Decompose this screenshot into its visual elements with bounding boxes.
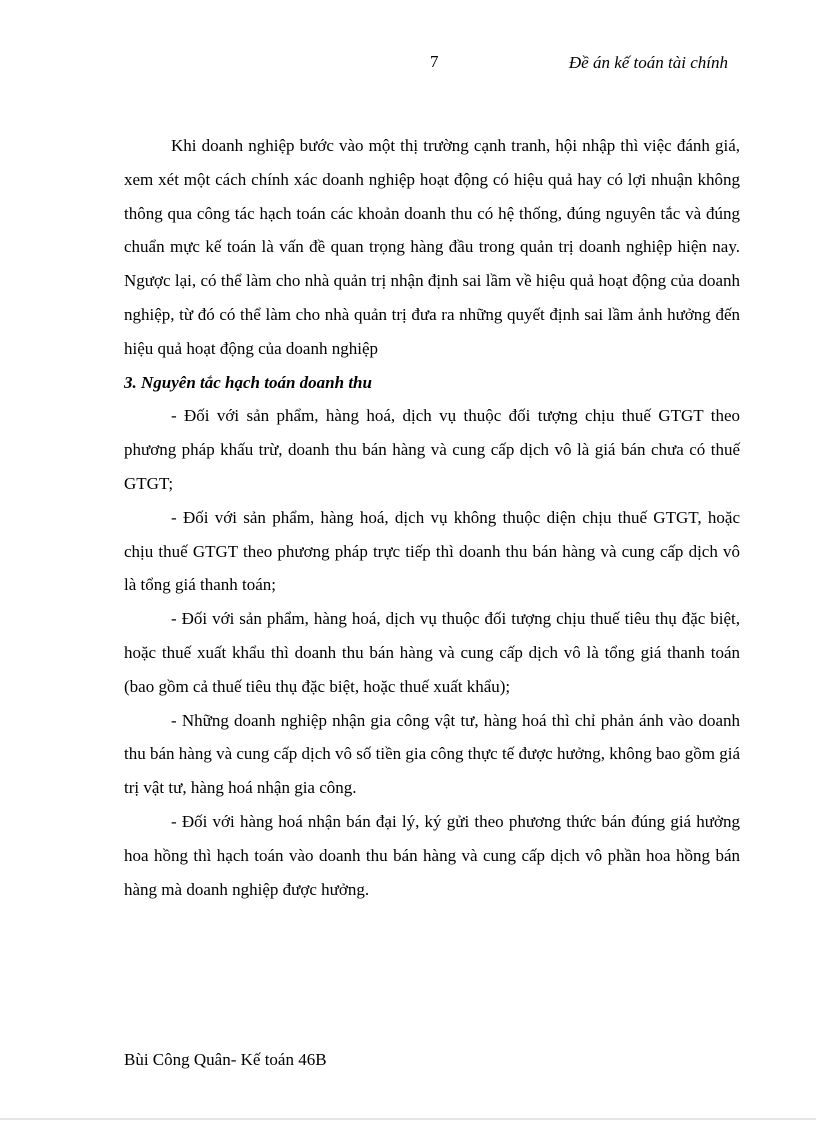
list-item: - Đối với sản phẩm, hàng hoá, dịch vụ thuộc đối tượng chịu thuế tiêu thụ đặc biệt, hoặc thuế xuất khẩu thì doanh thu bán hàng và cung cấp dịch vô là tổng giá thanh toán (bao gồm cả thuế tiêu thụ đặc biệt, hoặc thuế xuất khẩu);	[124, 609, 740, 696]
footer-author: Bùi Công Quân- Kế toán 46B	[124, 1050, 327, 1069]
header-title: Đề án kế toán tài chính	[568, 53, 728, 72]
page-bottom-divider	[0, 1118, 816, 1120]
page-number: 7	[430, 52, 439, 71]
intro-paragraph: Khi doanh nghiệp bước vào một thị trường cạnh tranh, hội nhập thì việc đánh giá, xem xét một cách chính xác doanh nghiệp hoạt động có hiệu quả hay có lợi nhuận không thông qua công tác hạch toán các khoản doanh thu có hệ thống, đúng nguyên tắc và đúng chuẩn mực kế toán là vấn đề quan trọng hàng đầu trong quản trị doanh nghiệp hiện nay. Ngược lại, có thể làm cho nhà quản trị nhận định sai lầm về hiệu quả hoạt động của doanh nghiệp, từ đó có thể làm cho nhà quản trị đưa ra những quyết định sai lầm ảnh hưởng đến hiệu quả hoạt động của doanh nghiệp	[124, 136, 740, 358]
document-body	[124, 129, 740, 906]
list-item: - Đối với sản phẩm, hàng hoá, dịch vụ không thuộc diện chịu thuế GTGT, hoặc chịu thuế GTGT theo phương pháp trực tiếp thì doanh thu bán hàng và cung cấp dịch vô là tổng giá thanh toán;	[124, 507, 740, 595]
list-item: - Đối với sản phẩm, hàng hoá, dịch vụ thuộc đối tượng chịu thuế GTGT theo phương pháp khấu trừ, doanh thu bán hàng và cung cấp dịch vô là giá bán chưa có thuế GTGT;	[124, 406, 740, 493]
list-item: - Đối với hàng hoá nhận bán đại lý, ký gửi theo phương thức bán đúng giá hưởng hoa hồng thì hạch toán vào doanh thu bán hàng và cung cấp dịch vô phần hoa hồng bán hàng mà doanh nghiệp được hưởng.	[124, 811, 740, 899]
section-heading: 3. Nguyên tắc hạch toán doanh thu	[124, 372, 372, 392]
list-item: - Những doanh nghiệp nhận gia công vật tư, hàng hoá thì chỉ phản ánh vào doanh thu bán hàng và cung cấp dịch vô số tiền gia công thực tế được hưởng, không bao gồm giá trị vật tư, hàng hoá nhận gia công.	[124, 710, 740, 798]
